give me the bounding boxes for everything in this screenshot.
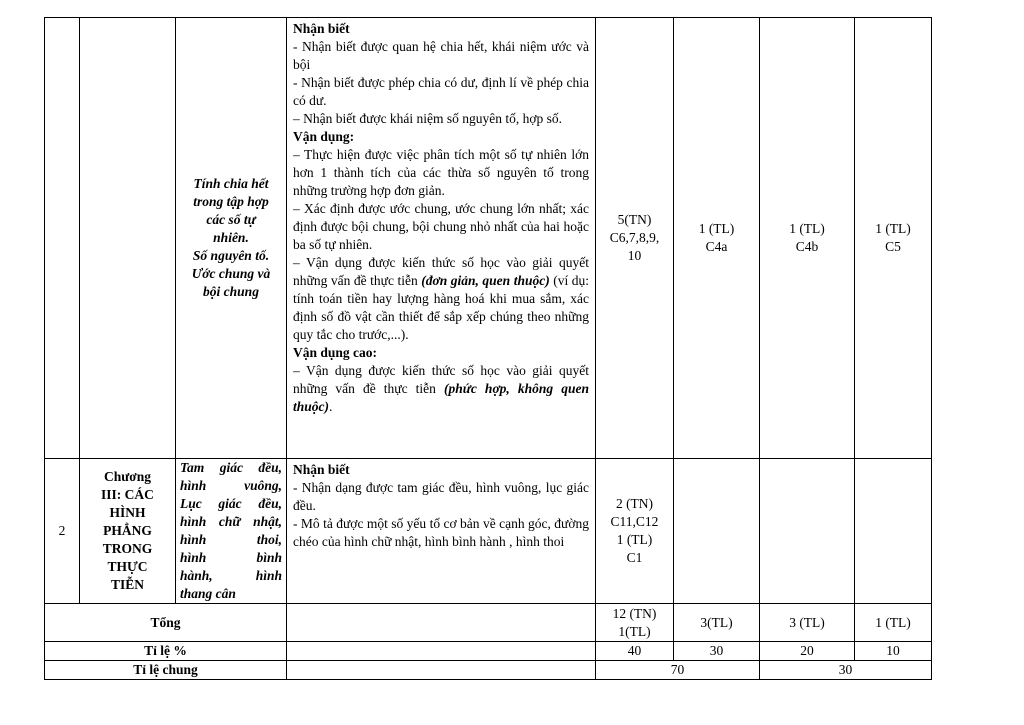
item-emphasis: (phức hợp, không quen thuộc) <box>293 381 589 414</box>
topic-line: hình bình <box>180 550 282 565</box>
count-line: C4a <box>705 239 728 254</box>
topic-line: thang cân <box>180 586 236 601</box>
overall-percentage-right: 30 <box>760 661 932 680</box>
count-line: 2 (TN) <box>615 496 654 511</box>
total-line: 1(TL) <box>618 623 651 639</box>
overall-percentage-label: Tỉ lệ chung <box>45 661 287 680</box>
requirement-item: - Nhận dạng được tam giác đều, hình vuông, lục giác đều. <box>293 480 589 513</box>
item-text: – Vận dụng được kiến thức số học vào giải quyết những vấn đề thực tiễn <box>293 255 589 288</box>
item-text: – Vận dụng được kiến thức số học vào giải quyết những vấn đề thực tiễn <box>293 363 589 396</box>
topic-line: Số nguyên tố. <box>192 248 270 263</box>
topic-cell <box>176 18 287 459</box>
overall-percentage-left: 70 <box>596 661 760 680</box>
total-thong-hieu: 3(TL) <box>674 604 760 642</box>
count-cell-van-dung-cao <box>855 459 932 604</box>
total-van-dung-cao: 1 (TL) <box>855 604 932 642</box>
count-line: C1 <box>626 550 643 565</box>
assessment-matrix-table <box>44 17 932 680</box>
count-line: 1 (TL) <box>789 221 825 236</box>
level-heading: Nhận biết <box>293 21 350 36</box>
count-cell-nhan-biet <box>596 18 674 459</box>
topic-line: Ước chung và <box>191 266 271 281</box>
topic-line: bội chung <box>203 284 259 299</box>
topic-line: Tam giác đều, <box>180 460 282 475</box>
requirement-item: – Nhận biết được khái niệm số nguyên tố, hợp số. <box>293 111 563 126</box>
chapter-cell-empty <box>80 18 176 459</box>
percentage-empty-cell <box>287 642 596 661</box>
topic-line: các số tự <box>206 212 256 227</box>
count-cell-thong-hieu <box>674 459 760 604</box>
topic-line: Tính chia hết <box>193 176 269 191</box>
total-label: Tổng <box>45 604 287 642</box>
chapter-line: THỰC <box>107 559 148 574</box>
requirement-item <box>293 362 589 416</box>
count-line: 10 <box>627 248 642 263</box>
percentage-van-dung-cao: 10 <box>855 642 932 661</box>
requirement-item: - Nhận biết được phép chia có dư, định lí về phép chia có dư. <box>293 75 589 108</box>
count-line: 5(TN) <box>617 212 652 227</box>
chapter-line: HÌNH <box>109 505 146 520</box>
topic-line: hình thoi, <box>180 532 282 547</box>
requirement-description-cell <box>287 459 596 604</box>
topic-cell <box>176 459 287 604</box>
count-cell-nhan-biet <box>596 459 674 604</box>
chapter-line: PHẲNG <box>103 523 152 538</box>
table-row <box>45 459 932 604</box>
total-row <box>45 604 932 642</box>
count-line: C5 <box>885 239 901 254</box>
requirement-item <box>293 254 589 344</box>
count-line: C6,7,8,9, <box>609 230 660 245</box>
topic-line: Lục giác đều, <box>180 496 282 511</box>
topic-line: hình vuông, <box>180 478 282 493</box>
total-van-dung: 3 (TL) <box>760 604 855 642</box>
chapter-line: Chương <box>103 469 152 484</box>
percentage-nhan-biet: 40 <box>596 642 674 661</box>
total-empty-cell <box>287 604 596 642</box>
requirement-item: - Nhận biết được quan hệ chia hết, khái niệm ước và bội <box>293 39 589 72</box>
overall-percentage-row <box>45 661 932 680</box>
percentage-van-dung: 20 <box>760 642 855 661</box>
item-text: . <box>329 399 333 414</box>
count-line: 1 (TL) <box>698 221 735 236</box>
total-line: 12 (TN) <box>612 605 657 621</box>
requirement-item: – Thực hiện được việc phân tích một số tự nhiên lớn hơn 1 thành tích của các thừa số nguyên tố trong những trường hợp đơn giản. <box>293 147 589 198</box>
count-cell-van-dung <box>760 459 855 604</box>
item-emphasis: (đơn giản, quen thuộc) <box>421 273 550 288</box>
chapter-line: TRONG <box>102 541 153 556</box>
stt-cell-empty <box>45 18 80 459</box>
item-text: (ví dụ: tính toán tiền hay lượng hàng hoá khi mua sắm, xác định số đồ vật cần thiết để sắp xếp chúng theo những quy tắc cho trước,...). <box>293 273 589 342</box>
total-nhan-biet <box>596 604 674 642</box>
requirement-item: – Xác định được ước chung, ước chung lớn nhất; xác định được bội chung, bội chung nhỏ nhất của hai hoặc ba số tự nhiên. <box>293 201 589 252</box>
requirement-description-cell <box>287 18 596 459</box>
topic-line: hình chữ nhật, <box>180 514 282 529</box>
count-line: C11,C12 <box>610 514 659 529</box>
count-line: 1 (TL) <box>875 221 911 236</box>
table-row <box>45 18 932 459</box>
level-heading: Nhận biết <box>293 462 350 477</box>
count-line: 1 (TL) <box>616 532 653 547</box>
percentage-label: Tỉ lệ % <box>45 642 287 661</box>
count-cell-van-dung <box>760 18 855 459</box>
percentage-row <box>45 642 932 661</box>
percentage-thong-hieu: 30 <box>674 642 760 661</box>
level-heading: Vận dụng: <box>293 129 355 144</box>
chapter-line: TIỄN <box>110 577 144 592</box>
requirement-item: - Mô tả được một số yếu tố cơ bản về cạnh góc, đường chéo của hình chữ nhật, hình bình hành , hình thoi <box>293 516 589 549</box>
level-heading: Vận dụng cao: <box>293 345 378 360</box>
topic-line: hành, hình <box>180 568 282 583</box>
chapter-cell <box>80 459 176 604</box>
count-cell-thong-hieu <box>674 18 760 459</box>
overall-empty-cell <box>287 661 596 680</box>
stt-cell: 2 <box>45 459 80 604</box>
chapter-line: III: CÁC <box>101 487 154 502</box>
topic-line: trong tập hợp <box>193 194 269 209</box>
topic-line: nhiên. <box>213 230 249 245</box>
count-cell-van-dung-cao <box>855 18 932 459</box>
count-line: C4b <box>795 239 819 254</box>
